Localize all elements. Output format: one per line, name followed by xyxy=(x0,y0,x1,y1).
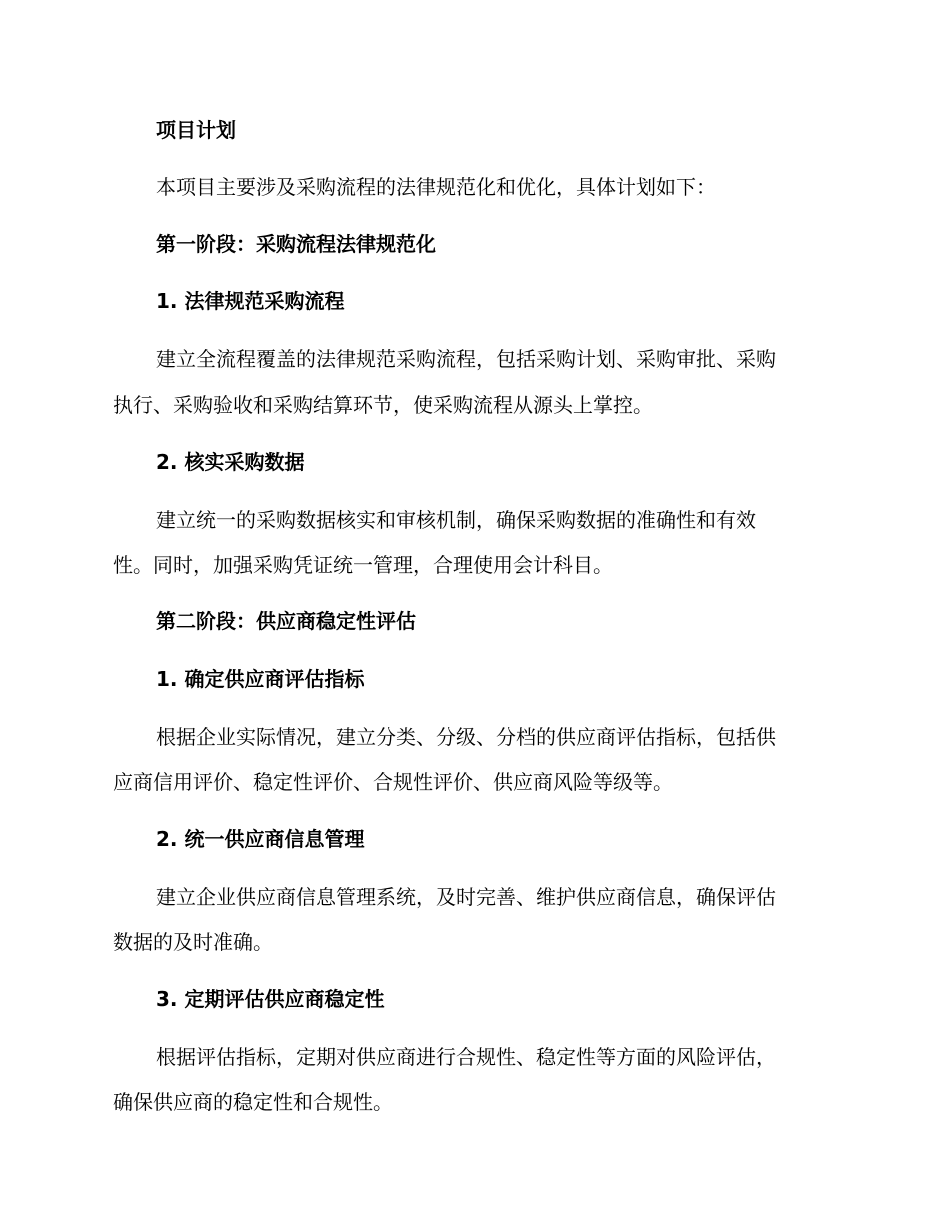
phase2-item2-heading: 2. 统一供应商信息管理 xyxy=(156,827,365,851)
phase1-item1-body-line2: 执行、采购验收和采购结算环节，使采购流程从源头上掌控。 xyxy=(113,393,653,417)
phase2-item3-body-line1: 根据评估指标，定期对供应商进行合规性、稳定性等方面的风险评估， xyxy=(156,1045,776,1069)
phase1-item1-body-line1: 建立全流程覆盖的法律规范采购流程，包括采购计划、采购审批、采购 xyxy=(156,347,776,371)
page-title: 项目计划 xyxy=(156,118,236,142)
phase1-item2-body-line2: 性。同时，加强采购凭证统一管理，合理使用会计科目。 xyxy=(113,553,613,577)
phase2-item1-body-line2: 应商信用评价、稳定性评价、合规性评价、供应商风险等级等。 xyxy=(113,770,673,794)
phase2-item3-body-line2: 确保供应商的稳定性和合规性。 xyxy=(113,1090,393,1114)
phase2-item1-body-line1: 根据企业实际情况，建立分类、分级、分档的供应商评估指标，包括供 xyxy=(156,725,776,749)
phase2-item2-body-line1: 建立企业供应商信息管理系统，及时完善、维护供应商信息，确保评估 xyxy=(156,885,776,909)
intro-paragraph: 本项目主要涉及采购流程的法律规范化和优化，具体计划如下： xyxy=(156,175,716,199)
phase1-item2-body-line1: 建立统一的采购数据核实和审核机制，确保采购数据的准确性和有效 xyxy=(156,508,756,532)
phase1-item1-heading: 1. 法律规范采购流程 xyxy=(156,289,345,313)
phase1-heading: 第一阶段：采购流程法律规范化 xyxy=(156,232,436,256)
phase1-item2-heading: 2. 核实采购数据 xyxy=(156,450,305,474)
phase2-heading: 第二阶段：供应商稳定性评估 xyxy=(156,609,416,633)
phase2-item3-heading: 3. 定期评估供应商稳定性 xyxy=(156,987,385,1011)
phase2-item2-body-line2: 数据的及时准确。 xyxy=(113,930,273,954)
phase2-item1-heading: 1. 确定供应商评估指标 xyxy=(156,667,365,691)
